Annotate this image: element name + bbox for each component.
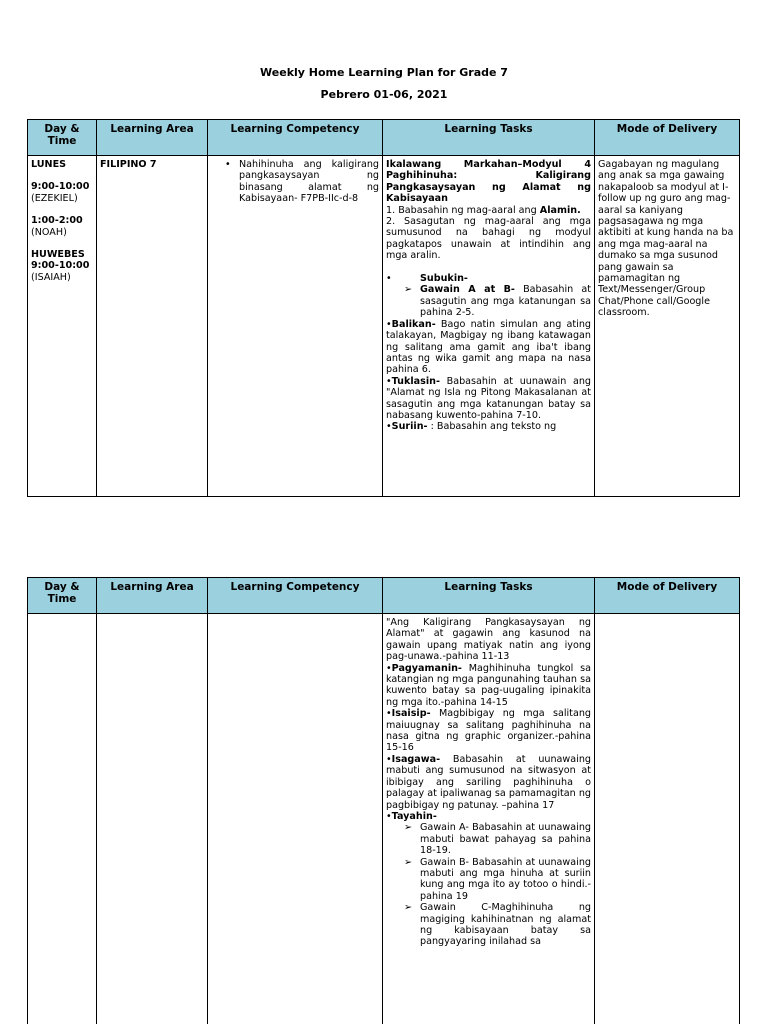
time-slot-3: 9:00-10:00 (31, 260, 90, 272)
header-mode-of-delivery: Mode of Delivery (595, 578, 740, 614)
header-day-time: Day & Time (28, 120, 97, 156)
header-learning-competency: Learning Competency (208, 120, 383, 156)
task-isagawa: •Isagawa- Babasahin at uunawaing mabuti ang sumusunod na sitwasyon at ibibigay ang sariling paghihinuha o palagay at ipaliwanag sa pamamagitan ng pagbibigay ng patunay. –pahina 17 (386, 753, 591, 811)
task-tuklasin: •Tuklasin- Babasahin at uunawain ang "Alamat ng Isla ng Pitong Makasalanan at sasagutin ang mga katanungan batay sa nabasang kuwento-pahina 7-10. (386, 375, 591, 421)
mode-of-delivery-cell (595, 614, 740, 1024)
time-slot-2: 1:00-2:00 (31, 215, 83, 227)
table-header-row (28, 578, 740, 614)
mode-of-delivery-cell: Gagabayan ng magulang ang anak sa mga gawaing nakapaloob sa modyul at I-follow up ng guro ang mag-aaral sa kaniyang pagsasagawa ng mga aktibiti at kung handa na ba ang mga mag-aaral na dumako sa mga susunod pang gawain sa pamamagitan ng Text/Messenger/Group Chat/Phone call/Google classroom. (595, 156, 740, 497)
student-name-2: (NOAH) (31, 226, 67, 238)
task-suriin: •Suriin- : Babasahin ang teksto ng (386, 421, 557, 433)
competency-item: • Nahihinuha ang kaligirang pangkasaysayan ng binasang alamat ng Kabisayaan- F7PB-IIc-d-8 (239, 159, 379, 205)
task-step-2: 2. Sasagutan ng mag-aaral ang mga sumusunod na bahagi ng modyul pagkatapos unawain at intindihin ang mga aralin. (386, 216, 591, 262)
task-gawain-ab: ➢ Gawain A at B- Babasahin at sasagutin ang mga katanungan sa pahina 2-5. (404, 284, 592, 319)
header-learning-tasks: Learning Tasks (383, 578, 595, 614)
document-date-range: Pebrero 01-06, 2021 (320, 88, 448, 101)
learning-plan-table-2 (27, 577, 740, 1024)
header-mode-of-delivery: Mode of Delivery (595, 120, 740, 156)
task-step-1: 1. Babasahin ng mag-aaral ang Alamin. (386, 204, 581, 216)
table-row (28, 614, 740, 1024)
task-gawain-a: ➢ Gawain A- Babasahin at uunawaing mabuti bawat pahayag sa pahina 18-19. (404, 822, 591, 857)
header-learning-area: Learning Area (97, 578, 208, 614)
student-name-3: (ISAIAH) (31, 271, 71, 283)
student-name-1: (EZEKIEL) (31, 192, 78, 204)
time-slot-1: 9:00-10:00 (31, 181, 90, 193)
learning-area-cell: FILIPINO 7 (97, 156, 208, 497)
module-heading: Ikalawang Markahan–Modyul 4 Paghihinuha: Kaligirang Pangkasaysayan ng Alamat ng Kabisayaan (386, 159, 591, 205)
day-huwebes: HUWEBES (31, 249, 85, 261)
competency-cell (208, 614, 383, 1024)
task-gawain-c: ➢ Gawain C-Maghihinuha ng magiging kahihinatnan ng alamat ng kabisayaan batay sa pangyayaring inilahad sa (404, 902, 591, 948)
task-balikan: •Balikan- Bago natin simulan ang ating talakayan, Magbigay ng ibang katawagan ng salitang ama gamit ang iba't ibang antas ng wika gamit ang mapa na nasa pahina 6. (386, 318, 591, 376)
task-tayahin: •Tayahin- (386, 810, 437, 822)
header-learning-tasks: Learning Tasks (383, 120, 595, 156)
header-learning-area: Learning Area (97, 120, 208, 156)
header-learning-competency: Learning Competency (208, 578, 383, 614)
day-lunes: LUNES (31, 159, 67, 170)
task-subukin: • Subukin- (386, 273, 468, 285)
task-gawain-b: ➢ Gawain B- Babasahin at uunawaing mabuti ang mga hinuha at suriin kung ang mga ito ay totoo o hindi.-pahina 19 (404, 856, 591, 902)
learning-area-cell (97, 614, 208, 1024)
header-day-time: Day & Time (28, 578, 97, 614)
learning-tasks-cell (383, 614, 595, 1024)
task-pagyamanin: •Pagyamanin- Maghihinuha tungkol sa katangian ng mga pangunahing tauhan sa kuwento batay sa pag-uugaling ipinakita ng mga ito.-pahina 14-15 (386, 662, 591, 708)
day-time-cell (28, 614, 97, 1024)
task-suriin-continued: "Ang Kaligirang Pangkasaysayan ng Alamat" at gagawin ang kasunod na gawain upang matiyak natin ang iyong pag-unawa.-pahina 11-13 (386, 617, 591, 663)
task-isaisip: •Isaisip- Magbibigay ng mga salitang maiuugnay sa salitang paghihinuha na nasa gitna ng graphic organizer.-pahina 15-16 (386, 708, 591, 754)
document-title: Weekly Home Learning Plan for Grade 7 (260, 66, 508, 79)
